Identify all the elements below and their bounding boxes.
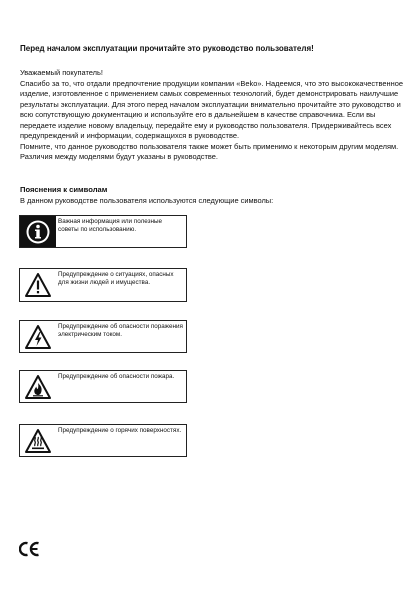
symbol-danger-text: Предупреждение о ситуациях, опасных для жизни людей и имущества. xyxy=(58,271,174,287)
info-icon xyxy=(20,216,56,247)
symbols-intro: В данном руководстве пользователя используются следующие символы: xyxy=(20,196,274,205)
page-heading: Перед началом эксплуатации прочитайте это руководство пользователя! xyxy=(20,44,314,53)
symbol-electric-box xyxy=(19,320,187,353)
intro-greeting: Уважаемый покупатель! xyxy=(20,68,103,77)
symbols-heading: Пояснения к символам xyxy=(20,185,108,194)
symbol-electric-text: Предупреждение об опасности поражения электрическим током. xyxy=(58,323,183,339)
symbol-info-box xyxy=(19,215,187,248)
ce-mark-icon xyxy=(19,541,41,557)
symbol-fire-box xyxy=(19,370,187,403)
intro-paragraph: Спасибо за то, что отдали предпочтение продукции компании «Beko». Надеемся, что это высококачественное изделие, изготовленное с применением самых современных технологий, будет демонстрировать наилучшие результаты эксплуатации. Для этого перед началом эксплуатации внимательно прочитайте это руководство и всю сопутствующую документацию и используйте его в дальнейшем в качестве справочника. Если вы передаете изделие новому владельцу, передайте ему и руководство пользователя. Придерживайтесь всех предупреждений и информации, содержащихся в руководстве. xyxy=(20,78,403,141)
electric-shock-icon xyxy=(20,321,56,352)
symbol-danger-box xyxy=(19,268,187,302)
warning-triangle-icon xyxy=(20,269,56,300)
hot-surface-icon xyxy=(20,425,56,456)
fire-hazard-icon xyxy=(20,371,56,402)
intro-text xyxy=(20,68,406,163)
intro-note: Помните, что данное руководство пользователя также может быть применимо к некоторым другим моделям. Различия между моделями будут указаны в руководстве. xyxy=(20,141,399,162)
symbol-fire-text: Предупреждение об опасности пожара. xyxy=(58,373,175,380)
symbol-info-text: Важная информация или полезные советы по использованию. xyxy=(58,218,163,234)
symbol-hot-text: Предупреждение о горячих поверхностях. xyxy=(58,427,182,434)
symbol-hot-box xyxy=(19,424,187,457)
